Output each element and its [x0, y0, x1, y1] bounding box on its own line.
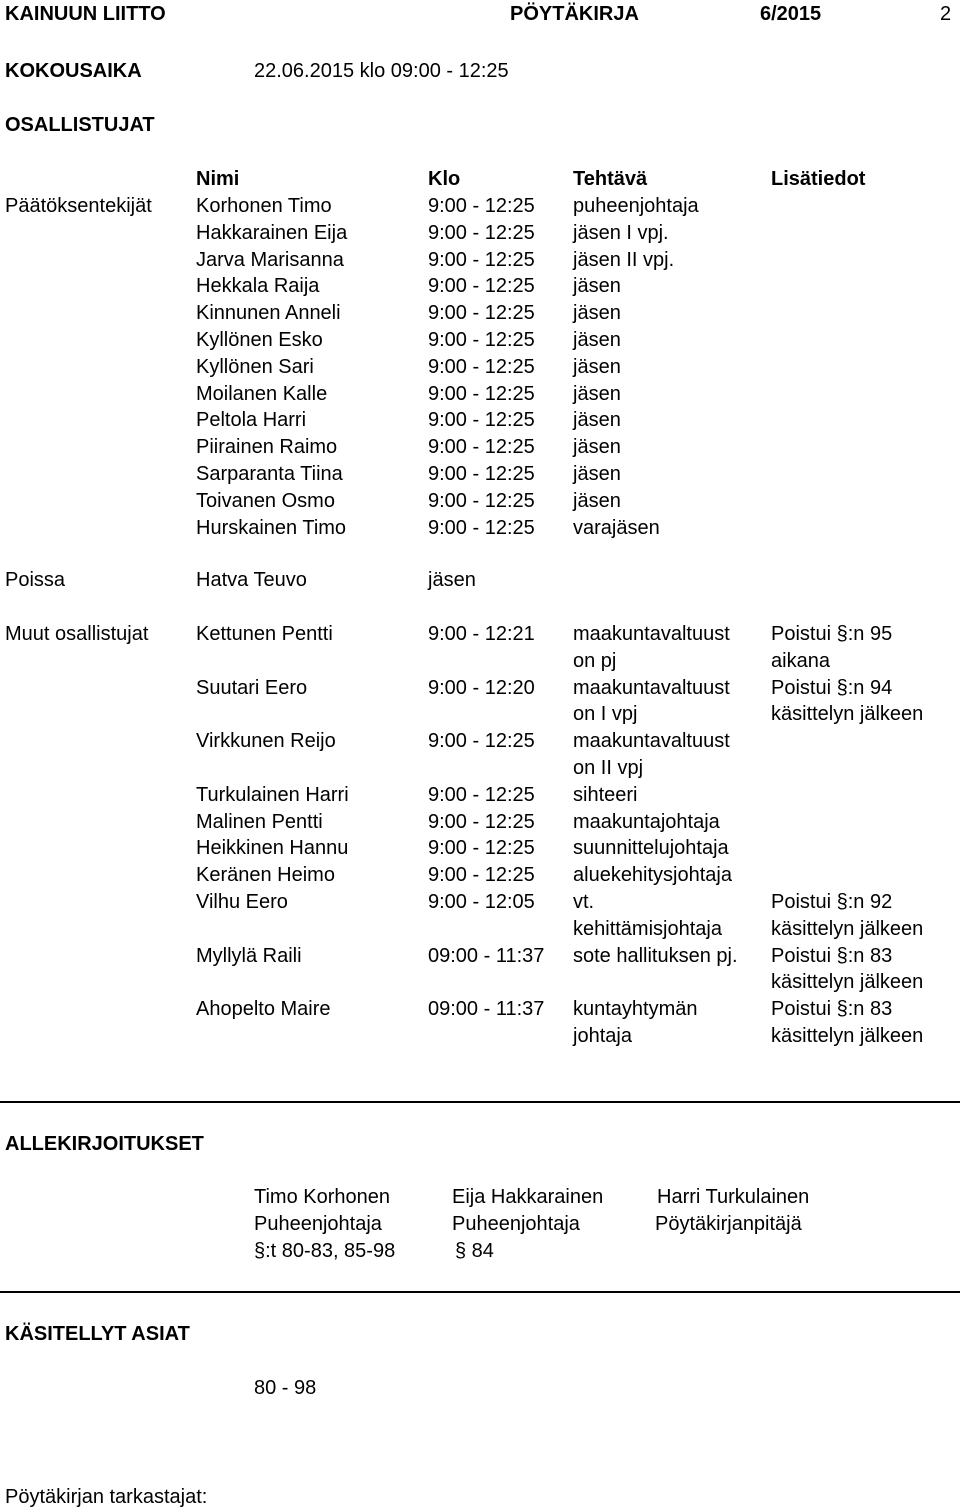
col-role-header: Tehtävä: [573, 168, 648, 190]
attendee-time: 9:00 - 12:05: [428, 891, 535, 913]
handled-value: 80 - 98: [254, 1377, 317, 1399]
absent-role: jäsen: [428, 569, 476, 591]
attendee-time: 9:00 - 12:25: [428, 221, 535, 244]
doc-type: PÖYTÄKIRJA: [510, 3, 639, 25]
attendee-time: 9:00 - 12:25: [428, 409, 535, 432]
table-row: [0, 782, 960, 809]
table-row: [0, 273, 960, 300]
attendee-name: Malinen Pentti: [196, 810, 323, 833]
attendee-time: 9:00 - 12:25: [428, 810, 535, 833]
attendee-time: 9:00 - 12:25: [428, 382, 535, 405]
attendee-role: kuntayhtymän johtaja: [573, 998, 698, 1047]
table-row: [0, 809, 960, 836]
table-row: [0, 621, 960, 675]
attendee-name: Heikkinen Hannu: [196, 837, 349, 860]
table-row: [0, 835, 960, 862]
table-row: [0, 889, 960, 943]
attendee-name: Korhonen Timo: [196, 195, 332, 217]
attendee-role: jäsen: [573, 329, 621, 351]
attendee-time: 9:00 - 12:25: [428, 195, 535, 217]
signer-sections: § 84: [455, 1240, 494, 1262]
table-row: [0, 300, 960, 327]
attendee-time: 09:00 - 11:37: [428, 944, 545, 967]
attendee-role: jäsen: [573, 355, 621, 378]
signer-name: Timo Korhonen: [254, 1186, 390, 1208]
doc-number: 6/2015: [760, 3, 822, 25]
attendee-role: maakuntajohtaja: [573, 810, 720, 833]
attendee-time: 9:00 - 12:25: [428, 463, 535, 485]
attendee-notes: Poistui §:n 83 käsittelyn jälkeen: [771, 998, 924, 1047]
attendee-time: 9:00 - 12:20: [428, 676, 535, 699]
signer-title: Puheenjohtaja: [452, 1213, 580, 1235]
col-time-header: Klo: [428, 168, 461, 190]
attendee-time: 9:00 - 12:25: [428, 864, 535, 887]
attendee-time: 9:00 - 12:25: [428, 730, 535, 753]
table-row: [0, 675, 960, 729]
column-headers: [0, 166, 960, 193]
page-number: 2: [940, 3, 952, 25]
absent-row: [0, 567, 960, 594]
meeting-time-value: 22.06.2015 klo 09:00 - 12:25: [254, 60, 509, 82]
attendee-role: jäsen: [573, 489, 621, 512]
attendee-role: jäsen: [573, 382, 621, 405]
attendee-name: Hekkala Raija: [196, 275, 320, 298]
others-label: Muut osallistujat: [5, 623, 149, 645]
table-row: [0, 488, 960, 515]
attendee-name: Kettunen Pentti: [196, 623, 333, 645]
attendees-heading: OSALLISTUJAT: [5, 114, 155, 136]
attendee-name: Kyllönen Sari: [196, 355, 314, 378]
table-row: [0, 515, 960, 542]
attendee-time: 9:00 - 12:25: [428, 516, 535, 539]
attendee-role: suunnittelujohtaja: [573, 837, 729, 860]
attendee-name: Peltola Harri: [196, 409, 307, 432]
attendee-role: maakuntavaltuust on pj: [573, 623, 730, 672]
attendee-name: Piirainen Raimo: [196, 436, 338, 459]
table-row: [0, 354, 960, 381]
attendee-time: 9:00 - 12:25: [428, 489, 535, 512]
absent-label: Poissa: [5, 569, 66, 591]
attendee-role: sihteeri: [573, 783, 638, 806]
attendee-name: Ahopelto Maire: [196, 998, 331, 1021]
attendee-name: Suutari Eero: [196, 676, 308, 699]
table-row: [0, 862, 960, 889]
attendee-time: 9:00 - 12:25: [428, 302, 535, 325]
attendee-name: Jarva Marisanna: [196, 248, 344, 271]
attendee-name: Toivanen Osmo: [196, 489, 335, 512]
attendee-time: 09:00 - 11:37: [428, 998, 545, 1021]
signer-sections: §:t 80-83, 85-98: [254, 1240, 396, 1262]
attendee-role: puheenjohtaja: [573, 195, 699, 217]
attendee-time: 9:00 - 12:25: [428, 783, 535, 806]
attendee-name: Sarparanta Tiina: [196, 463, 343, 485]
attendee-name: Myllylä Raili: [196, 944, 302, 967]
attendee-role: sote hallituksen pj.: [573, 944, 738, 967]
attendee-role: jäsen: [573, 409, 621, 432]
attendee-name: Moilanen Kalle: [196, 382, 328, 405]
signer-name: Harri Turkulainen: [657, 1186, 810, 1208]
attendee-time: 9:00 - 12:25: [428, 436, 535, 459]
attendee-name: Hakkarainen Eija: [196, 221, 348, 244]
attendee-time: 9:00 - 12:25: [428, 275, 535, 298]
attendee-role: jäsen: [573, 275, 621, 298]
table-row: [0, 996, 960, 1050]
table-row: [0, 193, 960, 220]
attendee-notes: Poistui §:n 92 käsittelyn jälkeen: [771, 891, 924, 940]
table-row: [0, 247, 960, 274]
attendee-notes: Poistui §:n 94 käsittelyn jälkeen: [771, 676, 924, 726]
table-row: [0, 407, 960, 434]
handled-heading: KÄSITELLYT ASIAT: [5, 1323, 190, 1345]
divider: [0, 1101, 960, 1103]
attendee-time: 9:00 - 12:25: [428, 329, 535, 351]
attendee-name: Virkkunen Reijo: [196, 730, 336, 753]
table-row: [0, 327, 960, 354]
attendee-name: Kyllönen Esko: [196, 329, 323, 351]
attendee-role: maakuntavaltuust on I vpj: [573, 676, 730, 726]
attendee-name: Turkulainen Harri: [196, 783, 349, 806]
divider: [0, 1291, 960, 1293]
attendee-name: Hurskainen Timo: [196, 516, 347, 539]
table-row: [0, 220, 960, 247]
signer-title: Pöytäkirjanpitäjä: [655, 1213, 802, 1235]
attendee-role: jäsen: [573, 436, 621, 459]
absent-name: Hatva Teuvo: [196, 569, 307, 591]
attendee-notes: Poistui §:n 83 käsittelyn jälkeen: [771, 944, 924, 994]
org-name: KAINUUN LIITTO: [5, 3, 166, 25]
table-row: [0, 943, 960, 997]
table-row: [0, 728, 960, 782]
attendee-role: vt. kehittämisjohtaja: [573, 891, 722, 940]
attendee-role: jäsen II vpj.: [573, 248, 675, 271]
meeting-time-label: KOKOUSAIKA: [5, 60, 142, 82]
attendee-name: Vilhu Eero: [196, 891, 288, 913]
attendee-notes: Poistui §:n 95 aikana: [771, 623, 893, 672]
attendee-role: aluekehitysjohtaja: [573, 864, 732, 887]
signer-name: Eija Hakkarainen: [452, 1186, 604, 1208]
attendee-role: jäsen I vpj.: [573, 221, 669, 244]
attendee-name: Keränen Heimo: [196, 864, 335, 887]
col-name-header: Nimi: [196, 168, 240, 190]
table-row: [0, 381, 960, 408]
signatures-heading: ALLEKIRJOITUKSET: [5, 1133, 204, 1155]
attendee-time: 9:00 - 12:25: [428, 248, 535, 271]
col-notes-header: Lisätiedot: [771, 168, 866, 190]
attendee-time: 9:00 - 12:21: [428, 623, 535, 645]
attendee-role: jäsen: [573, 302, 621, 325]
attendee-name: Kinnunen Anneli: [196, 302, 341, 325]
attendee-time: 9:00 - 12:25: [428, 837, 535, 860]
table-row: [0, 434, 960, 461]
attendee-role: varajäsen: [573, 516, 660, 539]
attendee-role: jäsen: [573, 463, 621, 485]
signer-title: Puheenjohtaja: [254, 1213, 382, 1235]
reviewers-label: Pöytäkirjan tarkastajat:: [5, 1486, 208, 1508]
table-row: [0, 461, 960, 488]
attendee-role: maakuntavaltuust on II vpj: [573, 730, 730, 779]
decision-makers-label: Päätöksentekijät: [5, 195, 152, 217]
attendee-time: 9:00 - 12:25: [428, 355, 535, 378]
